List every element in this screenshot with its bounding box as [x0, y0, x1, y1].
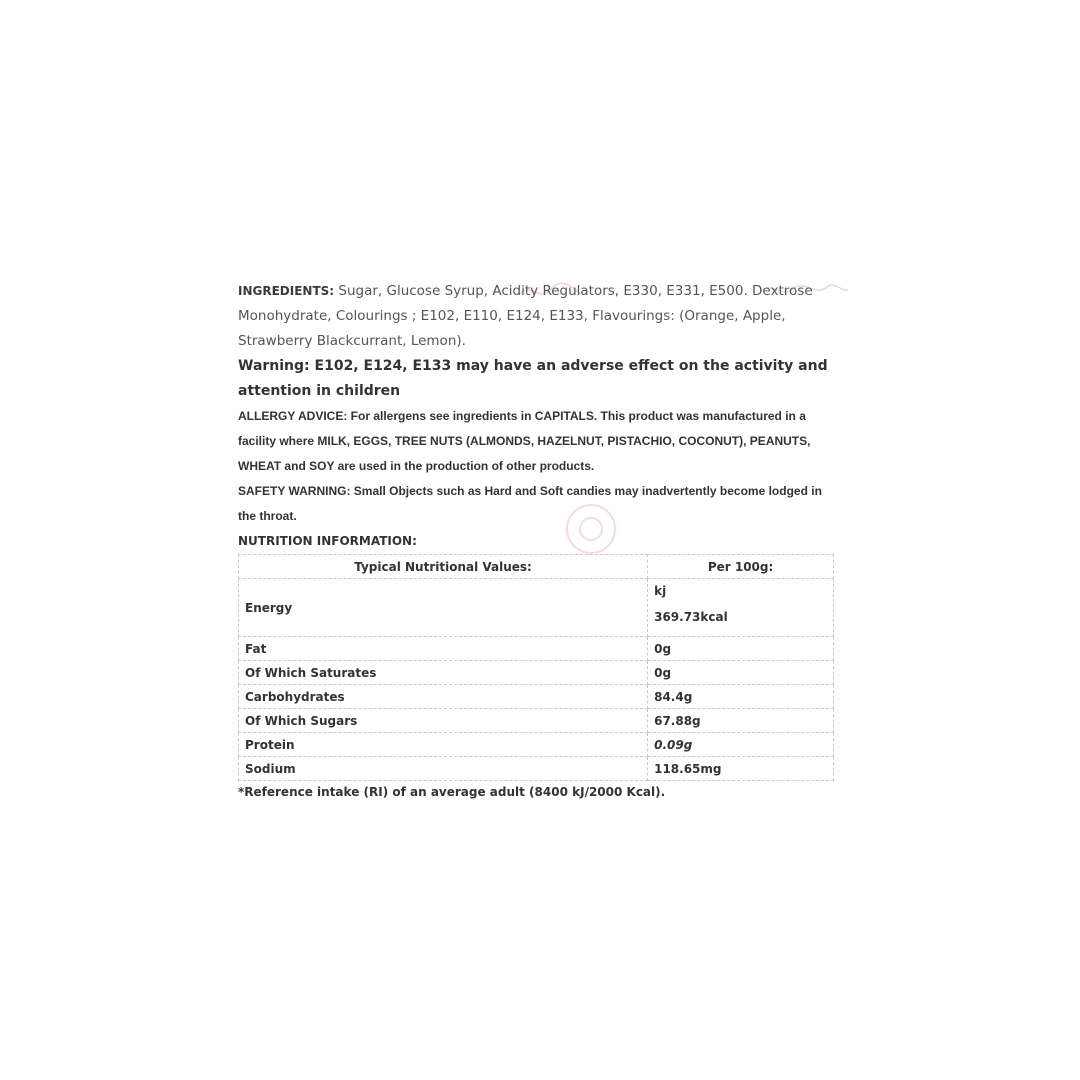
- row-label: Fat: [239, 637, 648, 661]
- row-value: 67.88g: [648, 709, 834, 733]
- column-header-value: Per 100g:: [648, 555, 834, 579]
- table-row: [239, 733, 834, 757]
- table-row-energy: [239, 579, 834, 637]
- row-value: 118.65mg: [648, 757, 834, 781]
- warning-text: Warning: E102, E124, E133 may have an adverse effect on the activity and attention in children: [238, 358, 828, 399]
- row-value: 84.4g: [648, 685, 834, 709]
- row-value: 0g: [648, 637, 834, 661]
- reference-footnote: *Reference intake (RI) of an average adult (8400 kJ/2000 Kcal).: [238, 785, 666, 799]
- table-row: [239, 661, 834, 685]
- allergy-advice: ALLERGY ADVICE: For allergens see ingredients in CAPITALS. This product was manufactured in a facility where MILK, EGGS, TREE NUTS (ALMONDS, HAZELNUT, PISTACHIO, COCONUT), PEANUTS, WHEAT and SOY are used in the production of other products.: [238, 409, 811, 473]
- label-text-block: [238, 279, 838, 554]
- ingredients-text: Sugar, Glucose Syrup, Acidity Regulators, E330, E331, E500. Dextrose Monohydrate, Colourings ; E102, E110, E124, E133, Flavourings: (Orange, Apple, Strawberry Blackcurrant, Lemon).: [238, 283, 813, 349]
- row-label: Of Which Saturates: [239, 661, 648, 685]
- table-row: [239, 685, 834, 709]
- energy-label: Energy: [239, 579, 648, 637]
- ingredients-lead: INGREDIENTS:: [238, 284, 335, 298]
- row-label: Of Which Sugars: [239, 709, 648, 733]
- energy-kj: kj: [654, 584, 667, 598]
- row-value: 0.09g: [648, 733, 834, 757]
- ingredients-paragraph: [238, 279, 838, 354]
- column-header-label: Typical Nutritional Values:: [239, 555, 648, 579]
- row-label: Carbohydrates: [239, 685, 648, 709]
- nutrition-heading: NUTRITION INFORMATION:: [238, 534, 417, 548]
- row-label: Sodium: [239, 757, 648, 781]
- table-header-row: [239, 555, 834, 579]
- table-row: [239, 757, 834, 781]
- table-row: [239, 709, 834, 733]
- row-value: 0g: [648, 661, 834, 685]
- nutrition-table: [238, 554, 834, 781]
- safety-warning: SAFETY WARNING: Small Objects such as Hard and Soft candies may inadvertently become lodged in the throat.: [238, 484, 822, 523]
- table-row: [239, 637, 834, 661]
- energy-value: [648, 579, 834, 637]
- row-label: Protein: [239, 733, 648, 757]
- energy-kcal: 369.73kcal: [654, 610, 728, 624]
